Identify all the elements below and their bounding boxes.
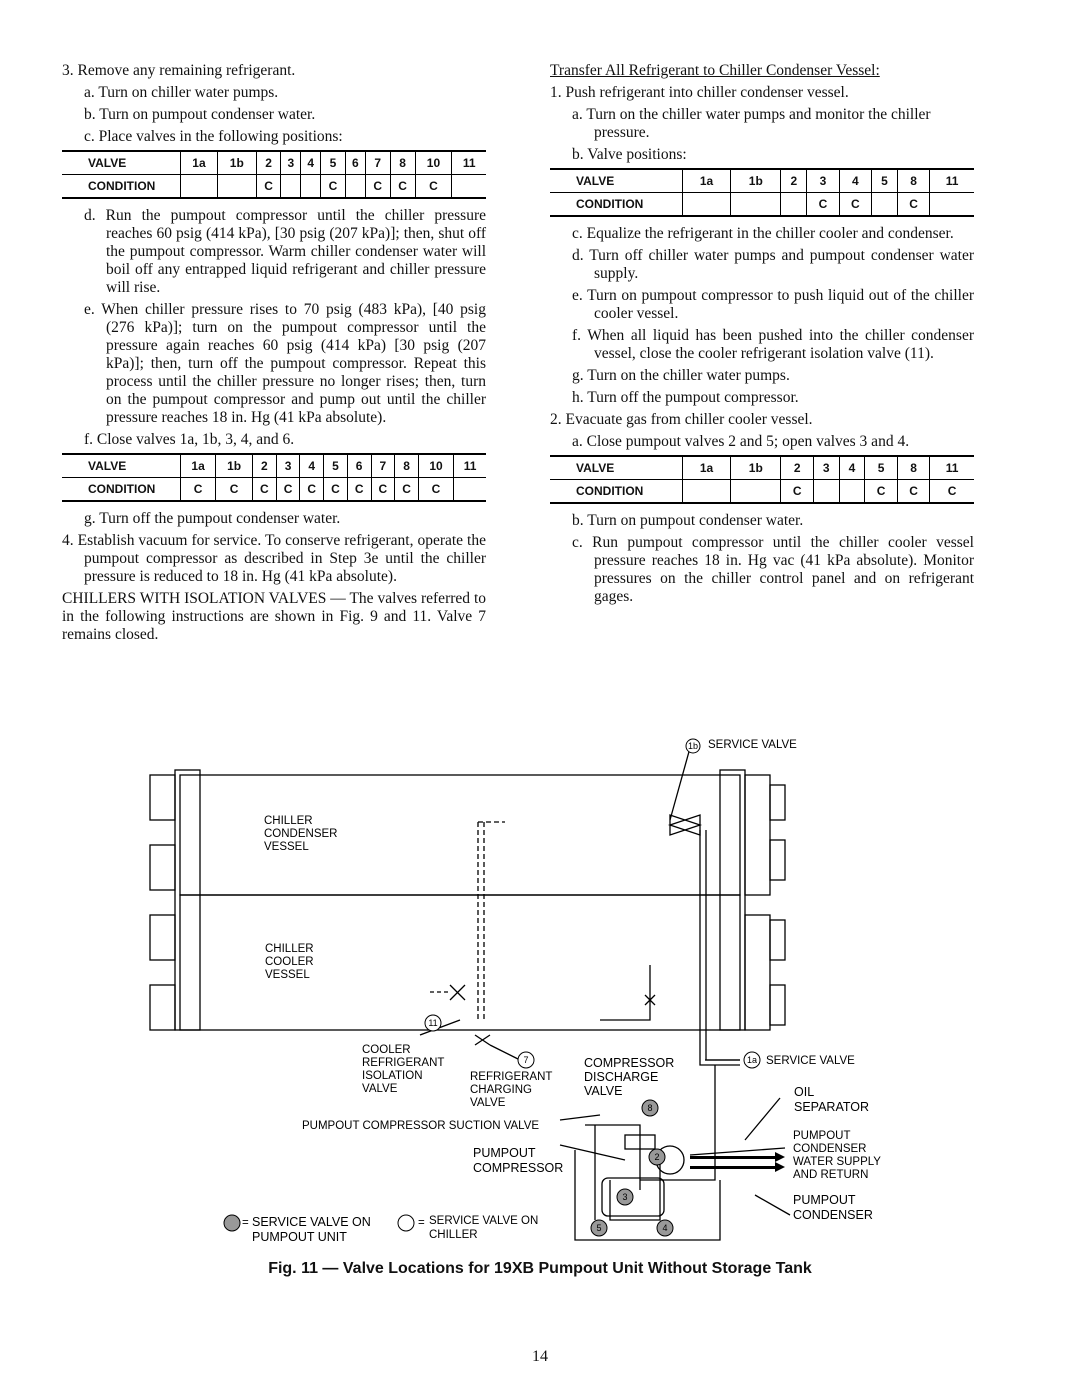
- table-cell: [872, 193, 898, 217]
- step-2a: a. Close pumpout valves 2 and 5; open valves 3 and 4.: [572, 433, 910, 450]
- transfer-heading: Transfer All Refrigerant to Chiller Condenser Vessel:: [550, 62, 880, 79]
- table-cell: 5: [324, 454, 348, 478]
- table-cell: 1b: [217, 151, 256, 175]
- table-row: [62, 454, 486, 478]
- pumpout-compressor: [602, 1135, 684, 1216]
- table-cell: 10: [418, 454, 453, 478]
- table-cell: 5: [321, 151, 346, 175]
- tag-5: 5: [596, 1223, 602, 1233]
- isolation-valve-label: COOLER: [362, 1044, 411, 1056]
- table-cell: 2: [781, 456, 813, 480]
- table-row: [550, 169, 974, 193]
- table-row: [550, 456, 974, 480]
- table-cell: 11: [930, 456, 974, 480]
- step-1b: b. Valve positions:: [572, 146, 687, 163]
- table-cell: C: [181, 478, 216, 502]
- vessels: [150, 770, 785, 1240]
- valve-table-2: [62, 453, 486, 502]
- legend-chiller-label: CHILLER: [429, 1229, 478, 1241]
- tag-8: 8: [647, 1103, 653, 1113]
- water-label: AND RETURN: [793, 1169, 869, 1181]
- condenser-label: CHILLER: [264, 815, 313, 827]
- table-cell: 8: [897, 169, 929, 193]
- table-cell: [781, 193, 807, 217]
- step-1: 1. Push refrigerant into chiller condenser vessel.: [550, 84, 849, 101]
- compressor-label: COMPRESSOR: [473, 1161, 564, 1175]
- table-cell: CONDITION: [62, 175, 181, 199]
- table-cell: C: [300, 478, 324, 502]
- table-cell: 7: [365, 151, 390, 175]
- table-cell: 1a: [683, 456, 731, 480]
- chiller-service-valve-icon: [398, 1215, 414, 1231]
- table-cell: C: [897, 193, 929, 217]
- step-2: 2. Evacuate gas from chiller cooler vessel.: [550, 411, 813, 428]
- right-column: [550, 62, 974, 610]
- step-1d: d. Turn off chiller water pumps and pumpout condenser water supply.: [572, 247, 974, 282]
- discharge-valve-label: DISCHARGE: [584, 1070, 659, 1084]
- table-cell: 11: [930, 169, 974, 193]
- table-cell: C: [371, 478, 395, 502]
- table-cell: C: [839, 193, 871, 217]
- legend-unit-label: SERVICE VALVE ON: [252, 1215, 371, 1229]
- table-cell: C: [276, 478, 300, 502]
- table-cell: [683, 193, 731, 217]
- table-cell: 4: [301, 151, 321, 175]
- step-1c: c. Equalize the refrigerant in the chiller cooler and condenser.: [572, 225, 954, 242]
- table-cell: C: [321, 175, 346, 199]
- discharge-valve-label: COMPRESSOR: [584, 1056, 675, 1070]
- pumpout-service-valve-icon: [224, 1215, 240, 1231]
- table-cell: 6: [347, 454, 371, 478]
- table-cell: [930, 193, 974, 217]
- tag-4: 4: [662, 1223, 668, 1233]
- tag-7: 7: [523, 1055, 529, 1065]
- left-tubesheet: [175, 770, 200, 1030]
- table-cell: VALVE: [550, 456, 683, 480]
- table-cell: [452, 175, 486, 199]
- table-cell: [345, 175, 365, 199]
- table-cell: 1a: [181, 454, 216, 478]
- table-cell: [301, 175, 321, 199]
- table-cell: [731, 193, 781, 217]
- step-3: 3. Remove any remaining refrigerant.: [62, 62, 296, 79]
- step-2b: b. Turn on pumpout condenser water.: [572, 512, 804, 529]
- table-cell: 4: [839, 169, 871, 193]
- table-cell: 1b: [731, 169, 781, 193]
- table-cell: 1a: [683, 169, 731, 193]
- table-cell: 5: [865, 456, 897, 480]
- table-cell: 1a: [181, 151, 218, 175]
- table-cell: 1b: [216, 454, 253, 478]
- left-column: [62, 62, 486, 648]
- table-cell: VALVE: [550, 169, 683, 193]
- legend-eq: =: [242, 1217, 249, 1229]
- step-3a: a. Turn on chiller water pumps.: [84, 84, 279, 101]
- valve-11-icon: [450, 985, 465, 1000]
- table-cell: 4: [300, 454, 324, 478]
- step-1h: h. Turn off the pumpout compressor.: [572, 389, 799, 406]
- table-cell: C: [930, 480, 974, 504]
- table-cell: 8: [395, 454, 419, 478]
- valve-table-3: [550, 168, 974, 217]
- step-3g: g. Turn off the pumpout condenser water.: [84, 510, 341, 527]
- tag-11: 11: [428, 1018, 438, 1028]
- water-label: PUMPOUT: [793, 1130, 851, 1142]
- table-cell: C: [347, 478, 371, 502]
- cooler-label: VESSEL: [265, 969, 310, 981]
- step-3c: c. Place valves in the following positions:: [84, 128, 343, 145]
- legend-eq: =: [418, 1217, 425, 1229]
- table-cell: [839, 480, 865, 504]
- water-label: CONDENSER: [793, 1143, 867, 1155]
- step-1e: e. Turn on pumpout compressor to push liquid out of the chiller cooler vessel.: [572, 287, 974, 322]
- table-row: [550, 480, 974, 504]
- table-cell: 6: [345, 151, 365, 175]
- pumpout-condenser-label: CONDENSER: [793, 1208, 873, 1222]
- step-1g: g. Turn on the chiller water pumps.: [572, 367, 790, 384]
- figure-labels: [264, 739, 881, 1222]
- charging-valve-label: REFRIGERANT: [470, 1071, 553, 1083]
- isolation-valve-label: REFRIGERANT: [362, 1057, 445, 1069]
- table-cell: C: [897, 480, 929, 504]
- isolation-valve-label: VALVE: [362, 1083, 398, 1095]
- discharge-valve-label: VALVE: [584, 1084, 623, 1098]
- step-3e: e. When chiller pressure rises to 70 psig (483 kPa), [40 psig (276 kPa)]; turn on the pumpout compressor until the pressure again reaches 60 psig (414 kPa) [30 psig (207 kPa)]; then, turn off the pumpout compressor. Repeat this process until the chiller pressure no longer rises; then, turn on the pumpout compressor and pump out until the chiller pressure reaches 18 in. Hg (41 kPa absolute).: [84, 301, 486, 426]
- step-3f: f. Close valves 1a, 1b, 3, 4, and 6.: [84, 431, 295, 448]
- water-label: WATER SUPPLY: [793, 1156, 881, 1168]
- cooler-label: CHILLER: [265, 943, 314, 955]
- table-cell: C: [252, 478, 276, 502]
- valve-7-icon: [475, 1035, 490, 1045]
- compressor-label: PUMPOUT: [473, 1146, 536, 1160]
- table-cell: 11: [452, 151, 486, 175]
- right-tubesheet: [720, 770, 745, 1030]
- table-cell: C: [216, 478, 253, 502]
- legend-unit-label: PUMPOUT UNIT: [252, 1230, 347, 1244]
- table-cell: [454, 478, 486, 502]
- table-cell: C: [781, 480, 813, 504]
- figure-legend: [224, 1215, 538, 1244]
- charging-valve-label: CHARGING: [470, 1084, 532, 1096]
- table-cell: 3: [807, 169, 839, 193]
- table-cell: VALVE: [62, 151, 181, 175]
- table-cell: 5: [872, 169, 898, 193]
- table-cell: C: [395, 478, 419, 502]
- pumpout-condenser-label: PUMPOUT: [793, 1193, 856, 1207]
- table-cell: C: [390, 175, 415, 199]
- table-cell: [731, 480, 781, 504]
- table-cell: 8: [897, 456, 929, 480]
- tag-1a: 1a: [746, 1055, 758, 1065]
- tag-3: 3: [622, 1192, 628, 1202]
- cooler-vessel: [180, 895, 740, 1030]
- table-cell: CONDITION: [62, 478, 181, 502]
- valve-locations-figure: [0, 720, 1080, 1280]
- table-cell: C: [256, 175, 281, 199]
- service-valve-1a-label: SERVICE VALVE: [766, 1055, 855, 1067]
- table-cell: C: [365, 175, 390, 199]
- table-cell: CONDITION: [550, 480, 683, 504]
- table-cell: C: [418, 478, 453, 502]
- table-cell: 3: [281, 151, 301, 175]
- table-cell: C: [324, 478, 348, 502]
- tag-1b: 1b: [687, 741, 699, 751]
- valve-table-4: [550, 455, 974, 504]
- condenser-label: CONDENSER: [264, 828, 338, 840]
- table-cell: 8: [390, 151, 415, 175]
- table-row: [62, 478, 486, 502]
- table-cell: 2: [781, 169, 807, 193]
- suction-valve-label: PUMPOUT COMPRESSOR SUCTION VALVE: [302, 1120, 540, 1132]
- isolation-valves-paragraph: CHILLERS WITH ISOLATION VALVES — The valves referred to in the following instructions are shown in Fig. 9 and 11. Valve 7 remains closed.: [62, 590, 486, 643]
- tag-2: 2: [654, 1152, 660, 1162]
- step-3d: d. Run the pumpout compressor until the chiller pressure reaches 60 psig (414 kPa), [30 psig (207 kPa)]; then, shut off the pumpout compressor. Warm chiller condenser water will boil off any entrapped liquid refrigerant and chiller pressure will rise.: [84, 207, 486, 296]
- table-cell: CONDITION: [550, 193, 683, 217]
- table-cell: 1b: [731, 456, 781, 480]
- table-cell: C: [415, 175, 452, 199]
- table-cell: 2: [256, 151, 281, 175]
- table-cell: 2: [252, 454, 276, 478]
- table-row: [550, 193, 974, 217]
- valve-1b-icon: [670, 815, 700, 835]
- water-arrows: [690, 1152, 785, 1172]
- table-cell: 3: [276, 454, 300, 478]
- table-cell: C: [807, 193, 839, 217]
- table-row: [62, 151, 486, 175]
- valve-table-1: [62, 150, 486, 199]
- table-cell: VALVE: [62, 454, 181, 478]
- step-1f: f. When all liquid has been pushed into the chiller condenser vessel, close the cooler refrigerant isolation valve (11).: [572, 327, 974, 362]
- page-number: 14: [532, 1348, 548, 1365]
- isolation-valve-label: ISOLATION: [362, 1070, 423, 1082]
- oil-separator-label: SEPARATOR: [794, 1100, 870, 1114]
- table-cell: 4: [839, 456, 865, 480]
- step-1a: a. Turn on the chiller water pumps and monitor the chiller pressure.: [572, 106, 931, 141]
- table-cell: 11: [454, 454, 486, 478]
- table-cell: 3: [813, 456, 839, 480]
- table-cell: [683, 480, 731, 504]
- table-cell: 7: [371, 454, 395, 478]
- step-2c: c. Run pumpout compressor until the chiller cooler vessel pressure reaches 18 in. Hg vac (41 kPa absolute). Monitor pressures on the chiller control panel and on refrigerant gages.: [572, 534, 974, 605]
- table-cell: [217, 175, 256, 199]
- service-valve-1b-label: SERVICE VALVE: [708, 739, 797, 751]
- condenser-label: VESSEL: [264, 841, 309, 853]
- step-4: 4. Establish vacuum for service. To conserve refrigerant, operate the pumpout compressor as described in Step 3e until the chiller pressure is reduced to 18 in. Hg (41 kPa absolute).: [62, 532, 486, 585]
- legend-chiller-label: SERVICE VALVE ON: [429, 1215, 539, 1227]
- table-row: [62, 175, 486, 199]
- cooler-label: COOLER: [265, 956, 314, 968]
- oil-separator-label: OIL: [794, 1085, 815, 1099]
- table-cell: [813, 480, 839, 504]
- table-cell: [181, 175, 218, 199]
- valve-symbols: [420, 745, 790, 1215]
- figure-caption: Fig. 11 — Valve Locations for 19XB Pumpout Unit Without Storage Tank: [268, 1260, 812, 1277]
- table-cell: C: [865, 480, 897, 504]
- table-cell: [281, 175, 301, 199]
- charging-valve-label: VALVE: [470, 1097, 506, 1109]
- step-3b: b. Turn on pumpout condenser water.: [84, 106, 316, 123]
- table-cell: 10: [415, 151, 452, 175]
